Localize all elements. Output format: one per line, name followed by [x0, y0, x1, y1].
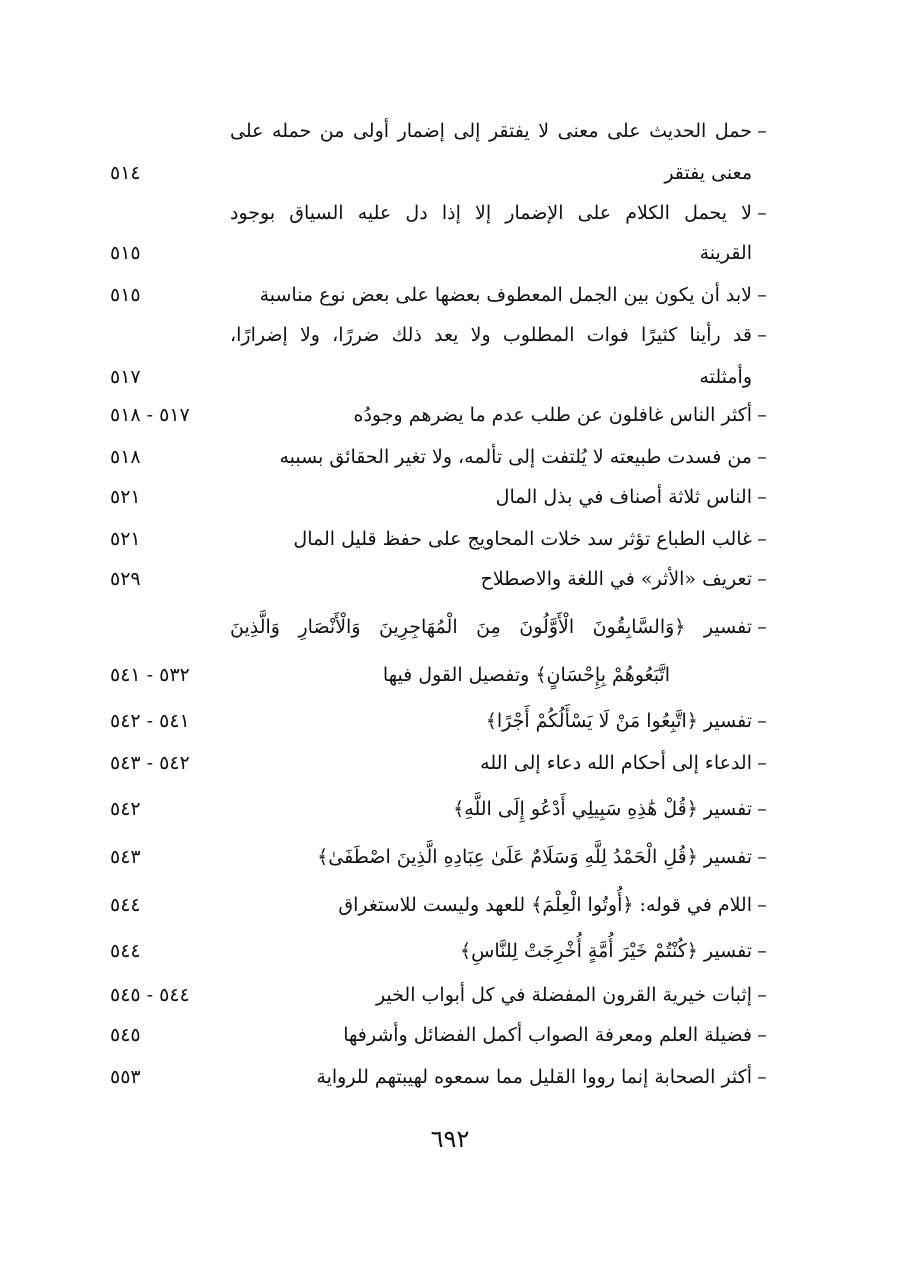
entry-dash: –: [757, 202, 767, 224]
entry-page-ref: ٥١٧ - ٥١٨: [110, 404, 190, 426]
entry-dash: –: [757, 446, 767, 468]
entry-text-line: تفسير ﴿وَالسَّابِقُونَ الْأَوَّلُونَ مِنَ الْمُهَاجِرِينَ وَالْأَنْصَارِ وَالَّذِينَ: [230, 616, 752, 638]
entry-dash: –: [757, 568, 767, 590]
entry-dash: –: [757, 984, 767, 1006]
entry-dash: –: [757, 752, 767, 774]
entry-page-ref: ٥٤٥: [110, 1024, 141, 1046]
entry-text-line: تعريف «الأثر» في اللغة والاصطلاح: [480, 568, 752, 590]
entry-dash: –: [757, 940, 767, 962]
entry-text-line: أكثر الصحابة إنما رووا القليل مما سمعوه لهيبتهم للرواية: [316, 1066, 752, 1088]
entry-page-ref: ٥٤٤: [110, 940, 141, 962]
entry-text-line: معنى يفتقر: [664, 162, 752, 184]
entry-dash: –: [757, 324, 767, 346]
entry-page-ref: ٥٢١: [110, 528, 141, 550]
entry-text-line: القرينة: [699, 242, 752, 264]
entry-text-line: اتَّبَعُوهُمْ بِإِحْسَانٍ﴾ وتفصيل القول فيها: [382, 664, 670, 686]
entry-dash: –: [757, 1024, 767, 1046]
entry-dash: –: [757, 528, 767, 550]
entry-dash: –: [757, 710, 767, 732]
entry-text-line: لابد أن يكون بين الجمل المعطوف بعضها على بعض نوع مناسبة: [259, 284, 752, 306]
entry-text-line: تفسير ﴿اتَّبِعُوا مَنْ لَا يَسْأَلُكُمْ أَجْرًا﴾: [485, 710, 752, 732]
entry-text-line: تفسير ﴿قُلِ الْحَمْدُ لِلَّهِ وَسَلَامٌ عَلَىٰ عِبَادِهِ الَّذِينَ اصْطَفَىٰ﴾: [317, 846, 752, 868]
entry-page-ref: ٥١٥: [110, 284, 141, 306]
entry-text-line: أكثر الناس غافلون عن طلب عدم ما يضرهم وجودُه: [353, 404, 752, 426]
entry-page-ref: ٥٤٣: [110, 846, 141, 868]
entry-text-line: وأمثلته: [699, 366, 752, 388]
entry-dash: –: [757, 798, 767, 820]
entry-page-ref: ٥٤١ - ٥٤٢: [110, 710, 190, 732]
entry-text-line: فضيلة العلم ومعرفة الصواب أكمل الفضائل وأشرفها: [343, 1024, 752, 1046]
entry-text-line: تفسير ﴿كُنْتُمْ خَيْرَ أُمَّةٍ أُخْرِجَتْ لِلنَّاسِ﴾: [460, 940, 752, 962]
entry-text-line: اللام في قوله: ﴿أُوتُوا الْعِلْمَ﴾ للعهد وليست للاستغراق: [338, 894, 752, 916]
entry-text-line: لا يحمل الكلام على الإضمار إلا إذا دل عليه السياق بوجود: [230, 202, 752, 224]
entry-page-ref: ٥١٧: [110, 366, 141, 388]
entry-page-ref: ٥٢١: [110, 486, 141, 508]
entry-dash: –: [757, 616, 767, 638]
entry-text-line: حمل الحديث على معنى لا يفتقر إلى إضمار أولى من حمله على: [230, 120, 752, 142]
entry-text-line: قد رأينا كثيرًا فوات المطلوب ولا يعد ذلك ضررًا، ولا إضرارًا،: [230, 324, 752, 346]
entry-dash: –: [757, 894, 767, 916]
entry-dash: –: [757, 486, 767, 508]
page-number: ٦٩٢: [430, 1125, 470, 1153]
entry-page-ref: ٥٤٤: [110, 894, 141, 916]
entry-text-line: تفسير ﴿قُلْ هَٰذِهِ سَبِيلِي أَدْعُو إِلَى اللَّهِ﴾: [453, 798, 752, 820]
entry-page-ref: ٥٥٣: [110, 1066, 141, 1088]
entry-page-ref: ٥١٥: [110, 242, 141, 264]
entry-page-ref: ٥١٨: [110, 446, 141, 468]
entry-dash: –: [757, 404, 767, 426]
entry-dash: –: [757, 1066, 767, 1088]
entry-dash: –: [757, 284, 767, 306]
entry-page-ref: ٥٤٢ - ٥٤٣: [110, 752, 190, 774]
entry-dash: –: [757, 120, 767, 142]
entry-text-line: إثبات خيرية القرون المفضلة في كل أبواب الخير: [375, 984, 752, 1006]
entry-page-ref: ٥١٤: [110, 162, 141, 184]
entry-dash: –: [757, 846, 767, 868]
entry-text-line: غالب الطباع تؤثر سد خلات المحاويج على حفظ قليل المال: [293, 528, 752, 550]
entry-page-ref: ٥٣٢ - ٥٤١: [110, 664, 190, 686]
entry-page-ref: ٥٢٩: [110, 568, 141, 590]
entry-text-line: الناس ثلاثة أصناف في بذل المال: [495, 486, 752, 508]
entry-page-ref: ٥٤٢: [110, 798, 141, 820]
entry-text-line: من فسدت طبيعته لا يُلتفت إلى تألمه، ولا تغير الحقائق بسببه: [279, 446, 752, 468]
entry-text-line: الدعاء إلى أحكام الله دعاء إلى الله: [480, 752, 752, 774]
entry-page-ref: ٥٤٤ - ٥٤٥: [110, 984, 190, 1006]
